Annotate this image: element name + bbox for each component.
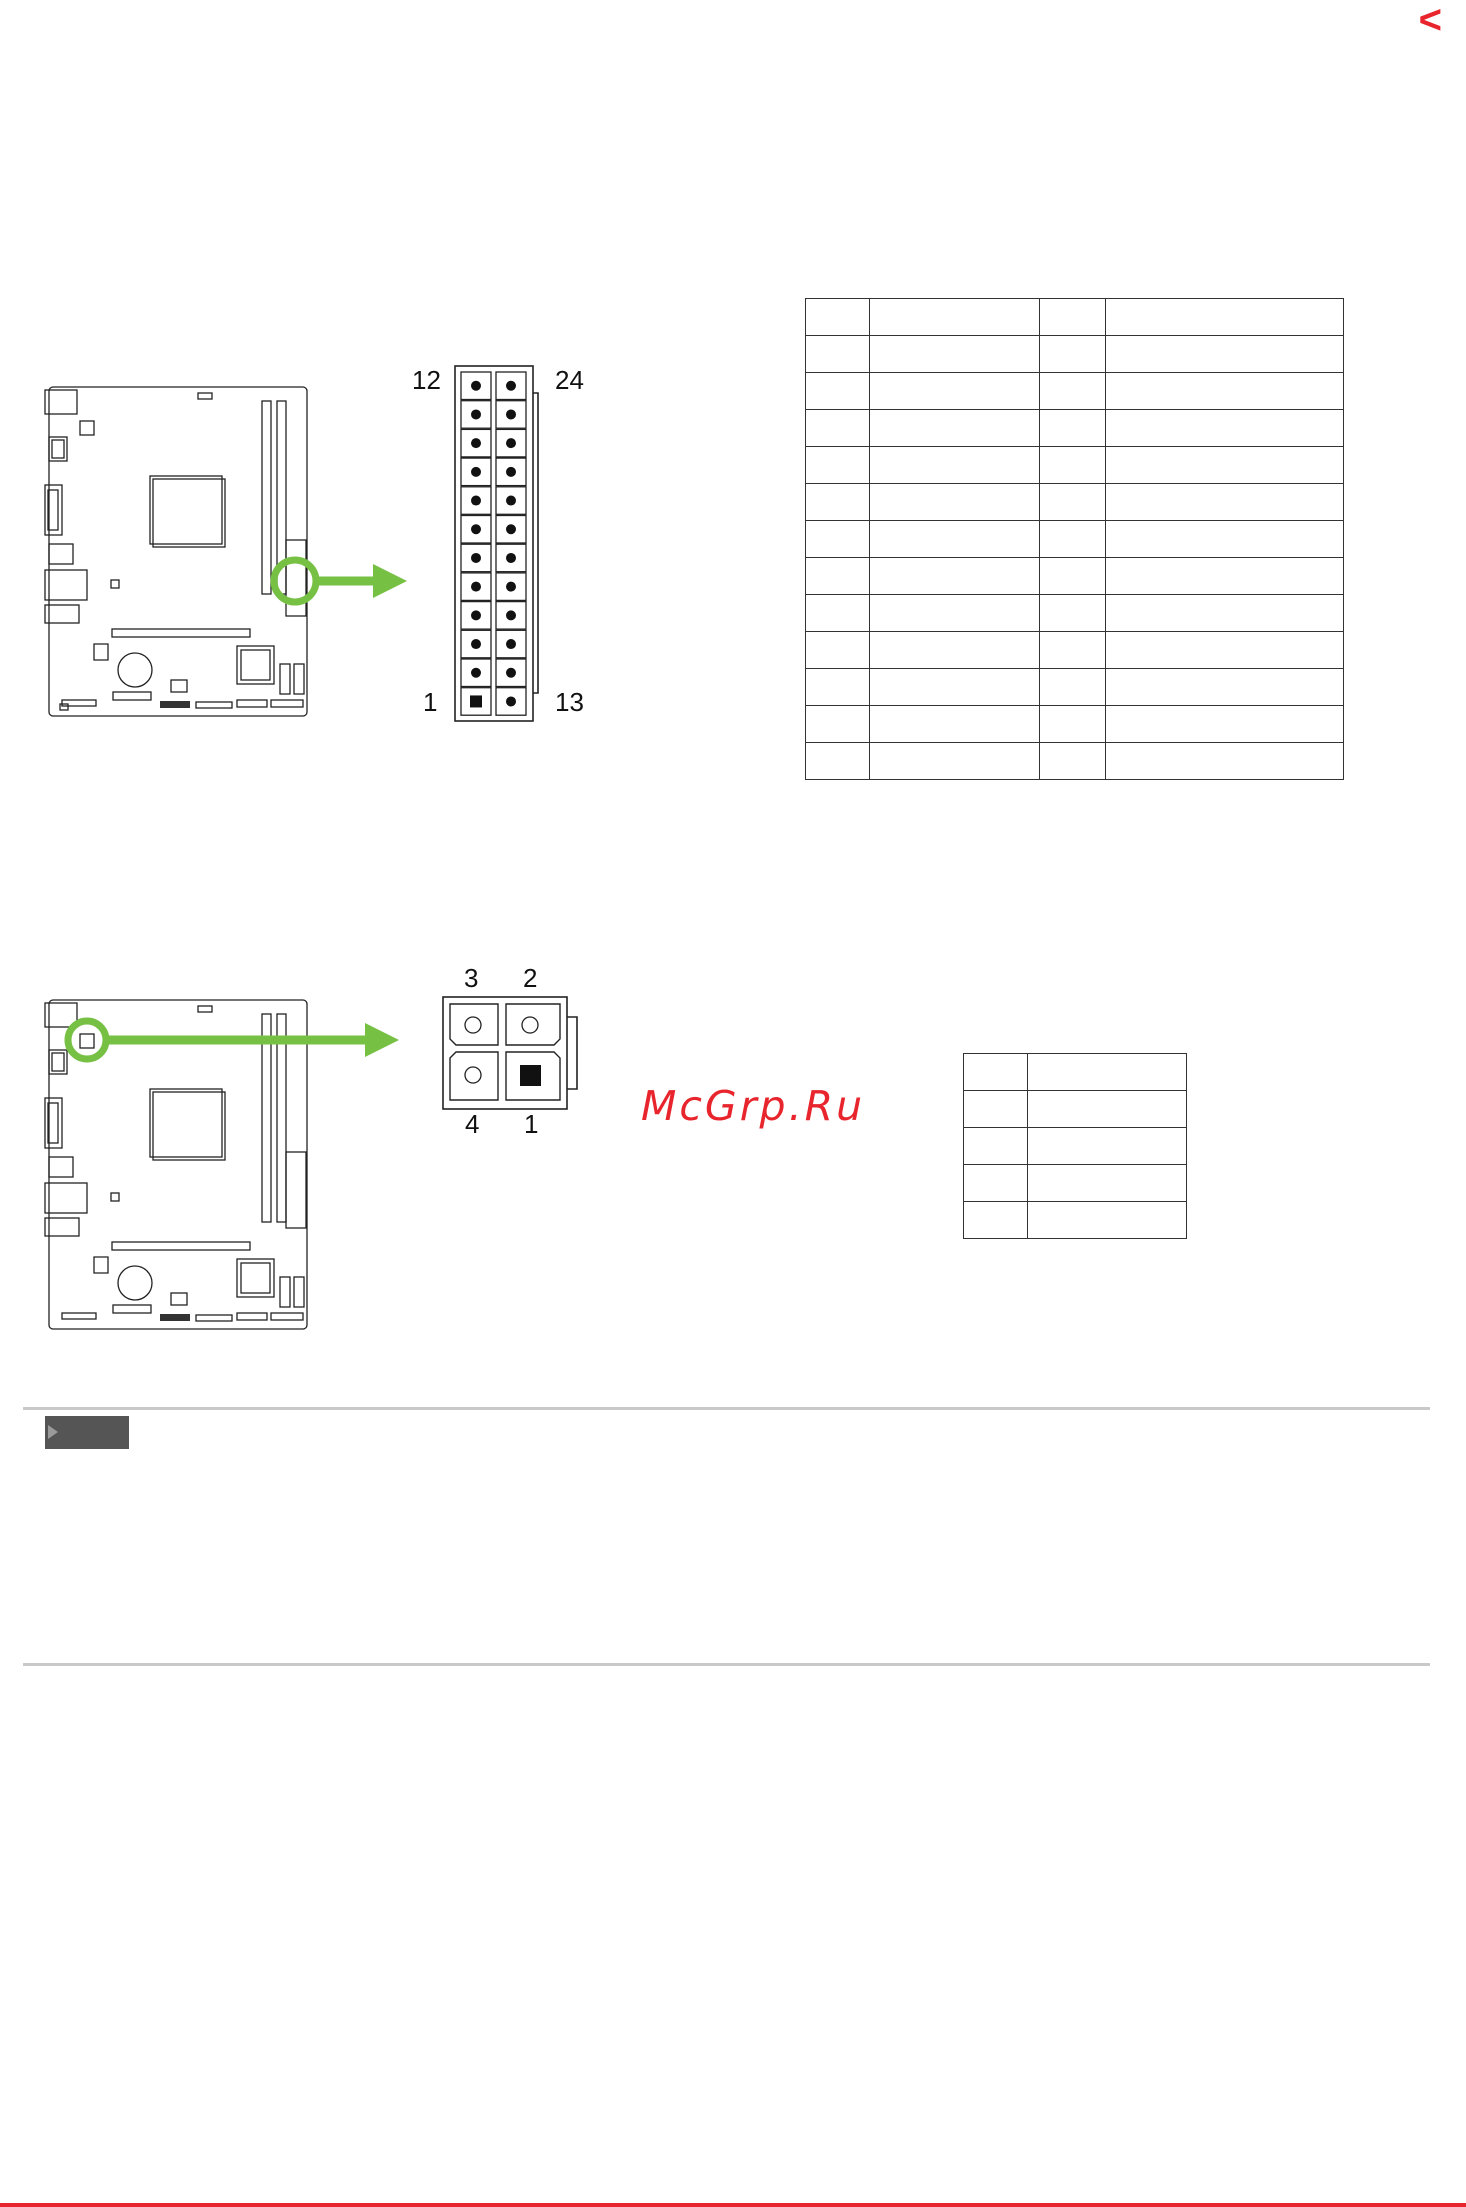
atx12v-table-cell <box>964 1128 1028 1165</box>
pin-label-1: 1 <box>423 687 438 717</box>
atx-table-cell <box>870 484 1040 521</box>
atx-table-cell <box>1040 373 1106 410</box>
atx-table-row <box>806 632 1344 669</box>
atx-table-cell <box>806 743 870 780</box>
atx-pin-dot <box>471 668 481 678</box>
motherboard-diagram-atx12v <box>45 1000 307 1329</box>
atx-pin-dot <box>471 582 481 592</box>
atx-table-cell <box>806 410 870 447</box>
atx-table-cell <box>1106 484 1344 521</box>
callout-circle-atx <box>274 560 316 602</box>
atx-table-cell <box>1040 558 1106 595</box>
atx-pin-dot <box>506 496 516 506</box>
section-divider-top <box>23 1407 1430 1410</box>
atx-pin-dot <box>506 438 516 448</box>
atx-table-row <box>806 521 1344 558</box>
atx-pin-dot <box>506 696 516 706</box>
atx12v-table-row <box>964 1054 1187 1091</box>
atx-table-cell <box>1106 336 1344 373</box>
atx-table-cell <box>1040 669 1106 706</box>
pin-label-3: 3 <box>464 963 479 993</box>
atx-table-cell <box>870 373 1040 410</box>
atx12v-table-cell <box>1028 1128 1187 1165</box>
atx-table-cell <box>806 521 870 558</box>
atx-table-cell <box>870 669 1040 706</box>
atx-table-cell <box>1106 632 1344 669</box>
atx-table-cell <box>870 336 1040 373</box>
atx-pin-dot <box>471 438 481 448</box>
atx-table-cell <box>1106 558 1344 595</box>
atx-table-cell <box>1106 299 1344 336</box>
atx-pin-dot <box>471 639 481 649</box>
atx-table-cell <box>806 447 870 484</box>
atx-table-cell <box>806 336 870 373</box>
atx-table-cell <box>1106 669 1344 706</box>
atx-table-cell <box>1040 632 1106 669</box>
pin-label-2: 2 <box>523 963 538 993</box>
atx-table-cell <box>806 706 870 743</box>
atx-table-row <box>806 410 1344 447</box>
atx12v-table-cell <box>1028 1054 1187 1091</box>
atx-table-cell <box>806 373 870 410</box>
atx-pin-dot <box>471 524 481 534</box>
atx-24pin-connector <box>455 366 538 721</box>
atx-table-row <box>806 558 1344 595</box>
watermark-text: McGrp.Ru <box>641 1082 866 1130</box>
atx-pin-dot <box>506 524 516 534</box>
atx12v-table-cell <box>964 1165 1028 1202</box>
atx-table-row <box>806 595 1344 632</box>
atx-table-row <box>806 447 1344 484</box>
atx-table-cell <box>1040 706 1106 743</box>
atx-table-cell <box>870 299 1040 336</box>
atx-table-cell <box>806 632 870 669</box>
atx-table-row <box>806 484 1344 521</box>
atx-table-cell <box>1040 595 1106 632</box>
atx-table-cell <box>1040 743 1106 780</box>
atx-table-row <box>806 373 1344 410</box>
atx-pin1-marker <box>470 695 482 707</box>
atx12v-table-cell <box>964 1054 1028 1091</box>
atx-table-row <box>806 336 1344 373</box>
atx-table-cell <box>1106 521 1344 558</box>
atx-table-cell <box>1040 447 1106 484</box>
atx-table-cell <box>870 743 1040 780</box>
atx-table-cell <box>806 595 870 632</box>
atx-table-cell <box>1040 521 1106 558</box>
atx12v-table-row <box>964 1128 1187 1165</box>
atx-table-row <box>806 706 1344 743</box>
atx-table-cell <box>806 484 870 521</box>
pin-label-1b: 1 <box>524 1109 539 1139</box>
atx-pin-dot <box>506 467 516 477</box>
atx-pin-dot <box>471 496 481 506</box>
atx12v-table-row <box>964 1165 1187 1202</box>
atx12v-table-cell <box>1028 1165 1187 1202</box>
atx12v-table-row <box>964 1202 1187 1239</box>
atx-table-cell <box>806 299 870 336</box>
pin-label-24: 24 <box>555 365 584 395</box>
atx-table-cell <box>1106 447 1344 484</box>
atx-table-cell <box>1106 373 1344 410</box>
atx-table-cell <box>1040 410 1106 447</box>
footer-accent-bar <box>0 2203 1466 2207</box>
atx-pin-assignment-table <box>805 298 1344 780</box>
atx-pin-dot <box>506 610 516 620</box>
pin-label-4: 4 <box>465 1109 480 1139</box>
atx-table-cell <box>1106 595 1344 632</box>
atx-pin-dot <box>471 381 481 391</box>
atx-table-cell <box>806 558 870 595</box>
atx12v-table-row <box>964 1091 1187 1128</box>
atx-pin-dot <box>506 381 516 391</box>
atx-table-cell <box>870 410 1040 447</box>
atx12v-4pin-connector <box>443 997 577 1109</box>
atx12v-table-cell <box>964 1091 1028 1128</box>
pin-label-13: 13 <box>555 687 584 717</box>
atx12v-pin-assignment-table <box>963 1053 1187 1239</box>
atx-table-cell <box>1040 299 1106 336</box>
atx12v-table-cell <box>1028 1091 1187 1128</box>
atx-pin-dot <box>506 639 516 649</box>
atx-table-cell <box>870 521 1040 558</box>
atx-table-cell <box>1040 484 1106 521</box>
atx-table-cell <box>870 632 1040 669</box>
atx-pin-dot <box>506 553 516 563</box>
atx-table-cell <box>870 447 1040 484</box>
atx-table-cell <box>1106 410 1344 447</box>
motherboard-diagram-atx <box>45 387 307 716</box>
atx-table-row <box>806 743 1344 780</box>
atx-pin-dot <box>471 467 481 477</box>
section-divider-bottom <box>23 1663 1430 1666</box>
atx-pin-dot <box>471 610 481 620</box>
atx-pin-dot <box>471 409 481 419</box>
atx-pin-dot <box>471 553 481 563</box>
atx-pin-dot <box>506 409 516 419</box>
pin-label-12: 12 <box>412 365 441 395</box>
atx-table-cell <box>870 595 1040 632</box>
nav-back-icon[interactable]: < <box>1418 0 1442 42</box>
atx-table-cell <box>870 706 1040 743</box>
atx-table-cell <box>1106 706 1344 743</box>
atx-pin-dot <box>506 668 516 678</box>
atx-table-row <box>806 669 1344 706</box>
atx12v-table-cell <box>964 1202 1028 1239</box>
atx-pin-dot <box>506 582 516 592</box>
atx12v-table-cell <box>1028 1202 1187 1239</box>
note-tab <box>45 1416 129 1449</box>
atx-table-cell <box>1106 743 1344 780</box>
atx-table-cell <box>806 669 870 706</box>
callout-circle-atx12v <box>68 1021 106 1059</box>
play-icon <box>48 1425 58 1439</box>
atx-table-cell <box>870 558 1040 595</box>
atx-table-row <box>806 299 1344 336</box>
atx-table-cell <box>1040 336 1106 373</box>
